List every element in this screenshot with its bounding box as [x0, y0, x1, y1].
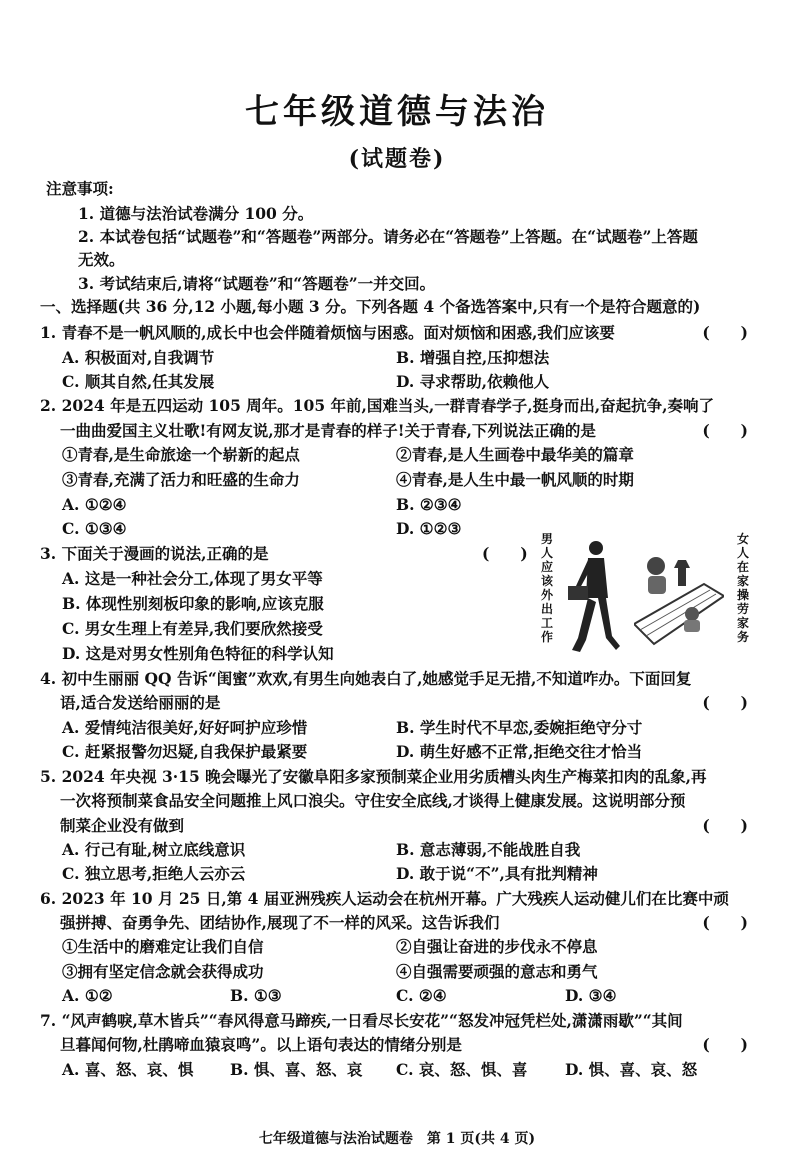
q2-option-d: D. ①②③: [396, 519, 462, 538]
q1-stem: 1. 青春不是一帆风顺的,成长中也会伴随着烦恼与困惑。面对烦恼和困惑,我们应该要: [40, 323, 615, 342]
q5-option-b: B. 意志薄弱,不能战胜自我: [396, 840, 581, 859]
note-item: 3. 考试结束后,请将“试题卷”和“答题卷”一并交回。: [78, 274, 436, 293]
q3-option-a: A. 这是一种社会分工,体现了男女平等: [62, 569, 323, 588]
q5-answer-bracket: ( ): [702, 816, 748, 835]
q2-option-b: B. ②③④: [396, 495, 462, 514]
q7-answer-bracket: ( ): [702, 1035, 748, 1054]
q7-option-b: B. 惧、喜、怒、哀: [230, 1060, 363, 1079]
q1-option-a: A. 积极面对,自我调节: [62, 348, 215, 367]
q6-statement: ③拥有坚定信念就会获得成功: [62, 962, 264, 981]
q4-answer-bracket: ( ): [702, 693, 748, 712]
q3-option-d: D. 这是对男女性别角色特征的科学认知: [62, 644, 334, 663]
q4-stem: 4. 初中生丽丽 QQ 告诉“闺蜜”欢欢,有男生向她表白了,她感觉手足无措,不知道咋办。下面回复: [40, 669, 692, 688]
q7-option-d: D. 惧、喜、哀、怒: [565, 1060, 698, 1079]
q6-option-c: C. ②④: [396, 986, 447, 1005]
q4-option-a: A. 爱情纯洁很美好,好好呵护应珍惜: [62, 718, 308, 737]
q2-statement: ②青春,是人生画卷中最华美的篇章: [396, 445, 634, 464]
q7-option-c: C. 哀、怒、惧、喜: [396, 1060, 528, 1079]
q6-stem: 6. 2023 年 10 月 25 日,第 4 届亚洲残疾人运动会在杭州开幕。广大残疾人运动健儿们在比赛中顽: [40, 889, 729, 908]
q3-answer-bracket: ( ): [482, 544, 528, 563]
q5-stem: 5. 2024 年央视 3·15 晚会曝光了安徽阜阳多家预制菜企业用劣质槽头肉生产梅菜扣肉的乱象,再: [40, 767, 707, 786]
q1-answer-bracket: ( ): [702, 323, 748, 342]
q5-stem: 制菜企业没有做到: [60, 816, 185, 835]
q6-statement: ②自强让奋进的步伐永不停息: [396, 937, 598, 956]
page-footer: 七年级道德与法治试题卷 第 1 页(共 4 页): [258, 1131, 536, 1147]
note-item: 1. 道德与法治试卷满分 100 分。: [78, 204, 314, 223]
q2-option-c: C. ①③④: [62, 519, 127, 538]
q2-statement: ①青春,是生命旅途一个崭新的起点: [62, 445, 300, 464]
q1-option-b: B. 增强自控,压抑想法: [396, 348, 550, 367]
q5-option-c: C. 独立思考,拒绝人云亦云: [62, 864, 246, 883]
page-title: 七年级道德与法治: [245, 92, 549, 132]
q6-statement: ④自强需要顽强的意志和勇气: [396, 962, 598, 981]
q7-option-a: A. 喜、怒、哀、惧: [62, 1060, 194, 1079]
cartoon-caption-right: 女 人 在 家 操 劳 家 务: [736, 532, 749, 644]
q2-answer-bracket: ( ): [702, 421, 748, 440]
q4-option-d: D. 萌生好感不正常,拒绝交往才恰当: [396, 742, 643, 761]
q5-option-d: D. 敢于说“不”,具有批判精神: [396, 864, 598, 883]
q3-stem: 3. 下面关于漫画的说法,正确的是: [40, 544, 269, 563]
q3-option-c: C. 男女生理上有差异,我们要欣然接受: [62, 619, 323, 638]
q2-statement: ④青春,是人生中最一帆风顺的时期: [396, 470, 634, 489]
q2-stem: 2. 2024 年是五四运动 105 周年。105 年前,国难当头,一群青春学子,挺身而出,奋起抗争,奏响了: [40, 396, 714, 415]
q6-option-b: B. ①③: [230, 986, 282, 1005]
note-item: 无效。: [78, 250, 125, 269]
note-item: 2. 本试卷包括“试题卷”和“答题卷”两部分。请务必在“答题卷”上答题。在“试题卷”上答题: [78, 227, 698, 246]
section-heading: 一、选择题(共 36 分,12 小题,每小题 3 分。下列各题 4 个备选答案中,只有一个是符合题意的): [40, 297, 701, 316]
q2-statement: ③青春,充满了活力和旺盛的生命力: [62, 470, 300, 489]
q3-option-b: B. 体现性别刻板印象的影响,应该克服: [62, 594, 324, 613]
q6-answer-bracket: ( ): [702, 913, 748, 932]
q1-option-d: D. 寻求帮助,依赖他人: [396, 372, 550, 391]
q6-option-d: D. ③④: [565, 986, 617, 1005]
q6-option-a: A. ①②: [62, 986, 113, 1005]
cartoon-caption-left: 男 人 应 该 外 出 工 作: [540, 532, 553, 644]
q7-stem: 7. “风声鹤唳,草木皆兵”“春风得意马蹄疾,一日看尽长安花”“怒发冲冠凭栏处,潇潇雨歇”“其间: [40, 1011, 683, 1030]
q6-statement: ①生活中的磨难定让我们自信: [62, 937, 264, 956]
walking-man-figure: [558, 538, 630, 660]
q6-stem: 强拼搏、奋勇争先、团结协作,展现了不一样的风采。这告诉我们: [60, 913, 500, 932]
page-subtitle: (试题卷): [348, 146, 446, 172]
q1-option-c: C. 顺其自然,任其发展: [62, 372, 215, 391]
q4-stem: 语,适合发送给丽丽的是: [60, 693, 221, 712]
q7-stem: 旦暮闻何物,杜鹃啼血猿哀鸣”。以上语句表达的情绪分别是: [60, 1035, 462, 1054]
q2-stem: 一曲曲爱国主义壮歌!有网友说,那才是青春的样子!关于青春,下列说法正确的是: [60, 421, 596, 440]
q4-option-c: C. 赶紧报警勿迟疑,自我保护最紧要: [62, 742, 308, 761]
q5-option-a: A. 行己有耻,树立底线意识: [62, 840, 246, 859]
notes-heading: 注意事项:: [46, 179, 114, 198]
woman-housework-figure: [634, 554, 724, 658]
q4-option-b: B. 学生时代不早恋,委婉拒绝守分寸: [396, 718, 643, 737]
q2-option-a: A. ①②④: [62, 495, 127, 514]
gender-role-cartoon: [536, 532, 756, 662]
q5-stem: 一次将预制菜食品安全问题推上风口浪尖。守住安全底线,才谈得上健康发展。这说明部分预: [60, 791, 686, 810]
